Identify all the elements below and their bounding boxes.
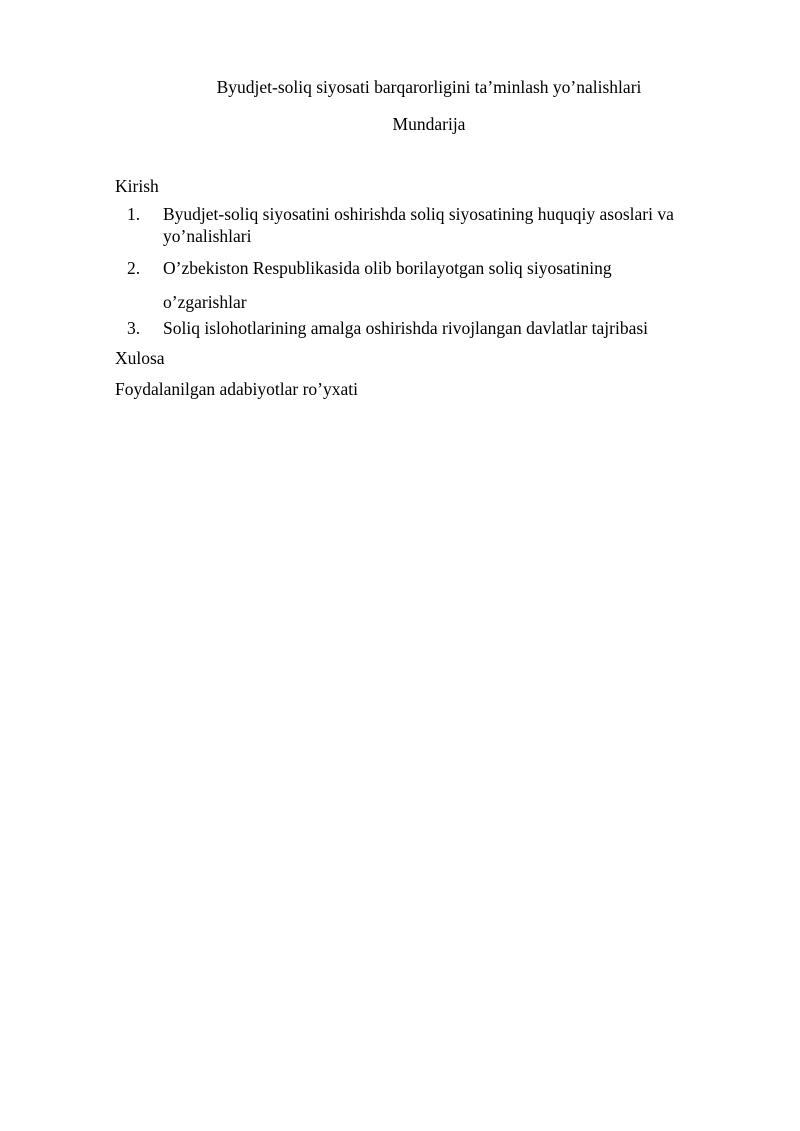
toc-item-number: 2. [127, 258, 141, 278]
toc-entry-intro: Kirish [115, 176, 159, 196]
toc-list-item [127, 257, 727, 312]
document-title: Byudjet-soliq siyosati barqarorligini ta’minlash yo’nalishlari [216, 77, 642, 97]
table-of-contents-heading: Mundarija [392, 114, 466, 134]
toc-entry-references: Foydalanilgan adabiyotlar ro’yxati [115, 379, 358, 399]
toc-item-line: Byudjet-soliq siyosatini oshirishda soliq siyosatining huquqiy asoslari va [163, 204, 674, 224]
toc-item-text [163, 257, 728, 317]
toc-item-text [163, 317, 728, 339]
toc-entry-conclusion: Xulosa [115, 348, 165, 368]
toc-item-line: yo’nalishlari [163, 226, 252, 246]
toc-item-number: 3. [127, 318, 141, 338]
toc-item-number: 1. [127, 204, 141, 224]
toc-item-line: Soliq islohotlarining amalga oshirishda rivojlangan davlatlar tajribasi [163, 318, 649, 338]
toc-list-item [127, 203, 727, 247]
toc-item-line: O’zbekiston Respublikasida olib borilayotgan soliq siyosatining [163, 258, 612, 278]
toc-list-item [127, 317, 727, 339]
toc-item-line: o’zgarishlar [163, 292, 247, 312]
toc-item-text [163, 203, 728, 247]
